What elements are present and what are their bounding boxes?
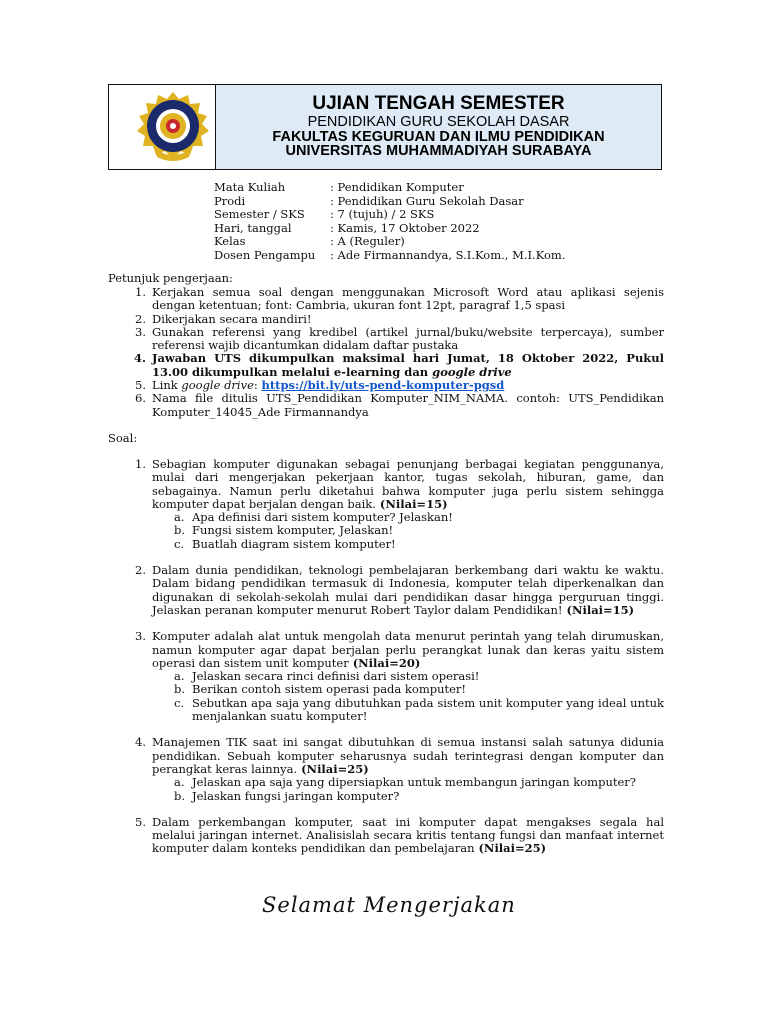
sub-question: [152, 776, 664, 789]
sub-text: Fungsi sistem komputer, Jelaskan!: [192, 523, 394, 538]
info-row: [214, 195, 565, 209]
question-list: [108, 458, 664, 869]
question-text: [152, 630, 664, 670]
question-text-content: Sebagian komputer digunakan sebagai penunjang berbagai kegiatan penggunanya, mulai dari mengerjakan pekerjaan kantor, tugas sekolah, hiburan, game, dan sebagainya. Namun perlu diketahui bahwa komputer juga perlu sistem sehingga komputer dapat berjalan dengan baik.: [152, 457, 664, 511]
sub-letter: a.: [174, 669, 185, 684]
question-text: [152, 458, 664, 511]
info-key: Kelas: [214, 234, 246, 249]
list-item: [108, 326, 664, 353]
item-number: 2.: [135, 311, 146, 326]
university-logo-icon: [135, 91, 211, 163]
sub-question: [152, 538, 664, 551]
sub-question: [152, 683, 664, 696]
list-item: [108, 379, 664, 392]
sub-letter: a.: [174, 510, 185, 525]
info-key: Prodi: [214, 193, 246, 208]
question-text: [152, 736, 664, 776]
question-text-content: Dalam dunia pendidikan, teknologi pembelajaran berkembang dari waktu ke waktu. Dalam bidang pendidikan termasuk di Indonesia, komputer telah diperkenalkan dan digunakan di sekolah-sekolah mulai dari pendidikan dasar hingga perguruan tinggi. Jelaskan peranan komputer menurut Robert Taylor dalam Pendidikan!: [152, 563, 664, 617]
program-name: PENDIDIKAN GURU SEKOLAH DASAR: [307, 114, 570, 130]
sub-letter: b.: [174, 788, 186, 803]
item-text: [152, 379, 664, 392]
info-value: : Pendidikan Komputer: [330, 180, 464, 194]
sub-letter: b.: [174, 523, 186, 538]
info-value: : Kamis, 17 Oktober 2022: [330, 220, 480, 235]
info-row: [214, 249, 565, 263]
question-body: [152, 458, 664, 551]
question-score: (Nilai=25): [474, 841, 547, 856]
sub-text: Berikan contoh sistem operasi pada komputer!: [192, 682, 467, 697]
item-text: [152, 352, 664, 379]
question-score: (Nilai=20): [348, 655, 421, 670]
info-row: [214, 208, 565, 222]
course-info: [214, 181, 565, 263]
item-number: 3.: [135, 324, 146, 339]
sub-question: [152, 511, 664, 524]
sub-question: [152, 790, 664, 803]
question-body: [152, 816, 664, 856]
university-name: UNIVERSITAS MUHAMMADIYAH SURABAYA: [285, 143, 592, 159]
info-value: : Ade Firmannandya, S.I.Kom., M.I.Kom.: [330, 247, 566, 262]
question-text: [152, 564, 664, 617]
list-item: [108, 392, 664, 419]
question-item: [108, 630, 664, 723]
list-item: [108, 286, 664, 313]
colon-text: :: [253, 378, 262, 393]
info-key: Mata Kuliah: [214, 180, 286, 194]
question-number: 5.: [135, 814, 146, 829]
question-body: [152, 736, 664, 802]
question-body: [152, 564, 664, 617]
exam-header: [108, 84, 662, 170]
question-body: [152, 630, 664, 723]
question-item: [108, 458, 664, 551]
question-item: [108, 816, 664, 856]
question-number: 2.: [135, 563, 146, 578]
soal-title: Soal:: [108, 431, 138, 445]
info-row: [214, 222, 565, 236]
google-drive-text: google drive: [432, 364, 512, 379]
info-key: Semester / SKS: [214, 207, 305, 222]
header-text: [216, 85, 661, 169]
item-text: Nama file ditulis UTS_Pendidikan Komputer_NIM_NAMA. contoh: UTS_Pendidikan Komputer_14045_Ade Firmannandya: [152, 391, 664, 419]
closing-message: Selamat Mengerjakan: [262, 893, 516, 917]
item-text: Dikerjakan secara mandiri!: [152, 311, 312, 326]
item-text: Kerjakan semua soal dengan menggunakan Microsoft Word atau aplikasi sejenis dengan ketentuan; font: Cambria, ukuran font 12pt, paragraf 1,5 spasi: [152, 285, 664, 313]
question-text: [152, 816, 664, 856]
sub-letter: b.: [174, 682, 186, 697]
sub-text: Jelaskan secara rinci definisi dari sistem operasi!: [192, 669, 480, 684]
sub-text: Sebutkan apa saja yang dibutuhkan pada sistem unit komputer yang ideal untuk menjalankan suatu komputer!: [192, 695, 664, 724]
sub-letter: c.: [174, 695, 185, 710]
info-key: Hari, tanggal: [214, 220, 292, 235]
question-score: (Nilai=15): [375, 496, 448, 511]
question-number: 4.: [135, 735, 146, 750]
link-label: Link: [152, 378, 182, 393]
deadline-text: Jawaban UTS dikumpulkan maksimal hari Jumat, 18 Oktober 2022, Pukul 13.00 dikumpulkan melalui e-learning dan: [152, 351, 664, 379]
question-number: 1.: [135, 457, 146, 471]
logo-cell: [109, 85, 216, 169]
question-score: (Nilai=25): [297, 761, 369, 776]
list-item: [108, 313, 664, 326]
instructions-list: [108, 286, 664, 419]
item-text: Gunakan referensi yang kredibel (artikel jurnal/buku/website terpercaya), sumber referensi wajib dicantumkan didalam daftar pustaka: [152, 324, 664, 353]
item-number: 5.: [135, 378, 146, 393]
sub-text: Jelaskan apa saja yang dipersiapkan untuk membangun jaringan komputer?: [192, 775, 636, 790]
list-item: [108, 352, 664, 379]
item-number: 6.: [135, 391, 146, 406]
info-value: : A (Reguler): [330, 234, 405, 249]
faculty-name: FAKULTAS KEGURUAN DAN ILMU PENDIDIKAN: [272, 128, 605, 145]
sub-question: [152, 670, 664, 683]
question-text-content: Dalam perkembangan komputer, saat ini komputer dapat mengakses segala hal melalui jaringan internet. Analisislah secara kritis tentang fungsi dan manfaat internet komputer dalam konteks pendidikan dan pembelajaran: [152, 814, 664, 856]
item-number: 1.: [135, 285, 146, 299]
info-row: [214, 235, 565, 249]
google-drive-text: google drive: [181, 378, 254, 393]
google-drive-link[interactable]: https://bit.ly/uts-pend-komputer-pgsd: [261, 378, 505, 393]
question-item: [108, 736, 664, 802]
question-item: [108, 564, 664, 617]
instructions-title: Petunjuk pengerjaan:: [108, 271, 233, 285]
sub-question: [152, 697, 664, 724]
sub-text: Jelaskan fungsi jaringan komputer?: [192, 788, 400, 803]
question-score: (Nilai=15): [562, 602, 635, 617]
question-text-content: Komputer adalah alat untuk mengolah data menurut perintah yang telah dirumuskan, namun komputer agar dapat berjalan perlu perangkat lunak dan keras yaitu sistem operasi dan sistem unit komputer: [152, 629, 664, 670]
question-number: 3.: [135, 629, 146, 644]
info-value: : Pendidikan Guru Sekolah Dasar: [330, 193, 524, 208]
sub-letter: c.: [174, 536, 185, 551]
sub-question: [152, 524, 664, 537]
item-number: 4.: [133, 351, 146, 366]
question-text-content: Manajemen TIK saat ini sangat dibutuhkan di semua instansi salah satunya didunia pendidikan. Sebuah komputer seharusnya sudah terintegrasi dengan komputer dan perangkat keras lainnya.: [152, 735, 664, 776]
sub-letter: a.: [174, 775, 185, 790]
info-value: : 7 (tujuh) / 2 SKS: [330, 207, 435, 222]
sub-text: Buatlah diagram sistem komputer!: [192, 536, 396, 551]
exam-title: UJIAN TENGAH SEMESTER: [312, 93, 565, 114]
sub-text: Apa definisi dari sistem komputer? Jelaskan!: [192, 510, 453, 525]
info-key: Dosen Pengampu: [214, 247, 316, 262]
info-row: [214, 181, 565, 195]
